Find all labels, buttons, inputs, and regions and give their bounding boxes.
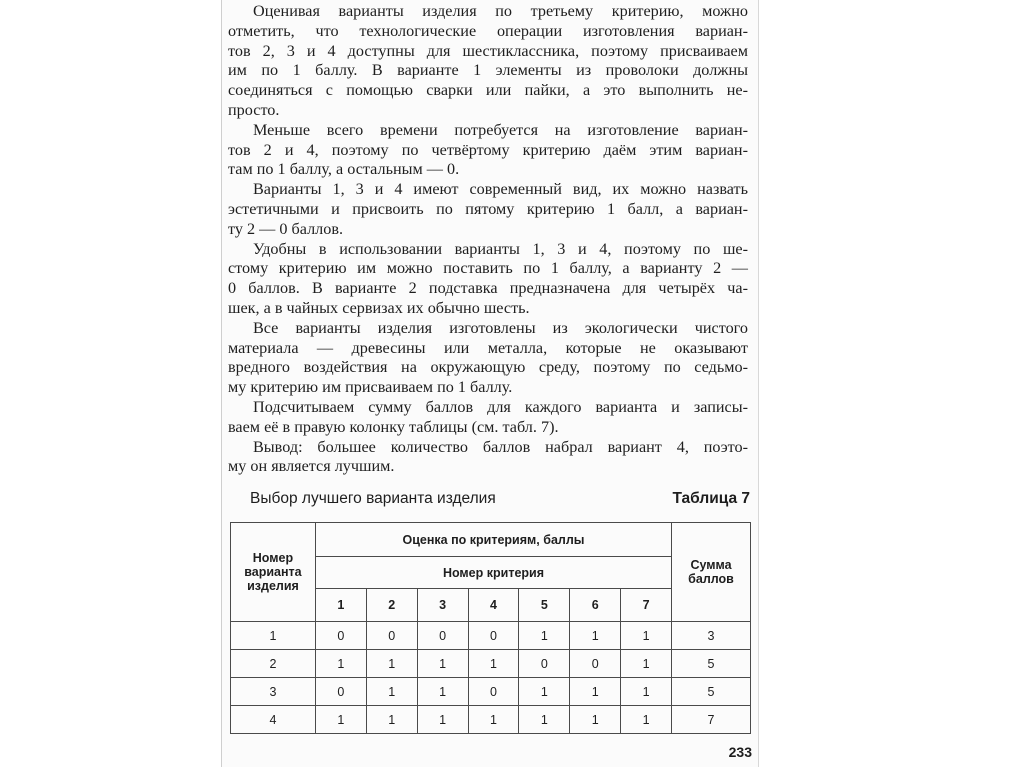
score-cell: 0 xyxy=(570,650,621,678)
scores-table xyxy=(230,522,751,734)
table-body xyxy=(231,622,751,734)
score-cell: 1 xyxy=(570,706,621,734)
sum-cell: 3 xyxy=(672,622,751,650)
score-cell: 1 xyxy=(468,706,519,734)
header-criteria: Номер критерия xyxy=(315,557,671,589)
sum-cell: 7 xyxy=(672,706,751,734)
header-sum: Сумма баллов xyxy=(672,523,751,622)
book-page xyxy=(222,0,758,767)
text-line: Варианты 1, 3 и 4 имеют современный вид, их можно назвать xyxy=(253,180,748,199)
text-line: тов 2, 3 и 4 доступны для шестиклассника, поэтому присваиваем xyxy=(228,41,748,60)
text-line: Вывод: большее количество баллов набрал вариант 4, поэто- xyxy=(253,437,748,456)
criterion-number: 5 xyxy=(519,589,570,622)
variant-cell: 2 xyxy=(231,650,316,678)
text-line: му он является лучшим. xyxy=(228,457,395,476)
criterion-number: 4 xyxy=(468,589,519,622)
score-cell: 1 xyxy=(315,650,366,678)
variant-cell: 4 xyxy=(231,706,316,734)
score-cell: 1 xyxy=(519,622,570,650)
sum-cell: 5 xyxy=(672,650,751,678)
text-line: шек, а в чайных сервизах их обычно шесть. xyxy=(228,298,530,317)
score-cell: 1 xyxy=(417,706,468,734)
score-cell: 0 xyxy=(468,678,519,706)
score-cell: 1 xyxy=(417,678,468,706)
header-scores: Оценка по критериям, баллы xyxy=(315,523,671,557)
page-number: 233 xyxy=(728,744,752,760)
table-row xyxy=(231,706,751,734)
text-line: эстетичными и присвоить по пятому критерию 1 балл, а вариан- xyxy=(228,199,748,218)
score-cell: 1 xyxy=(621,650,672,678)
text-line: им по 1 баллу. В варианте 1 элементы из проволоки должны xyxy=(228,61,748,80)
text-line: ту 2 — 0 баллов. xyxy=(228,219,344,238)
table-row xyxy=(231,622,751,650)
score-cell: 1 xyxy=(621,706,672,734)
text-line: соединяться с помощью сварки или пайки, а это выполнить не- xyxy=(228,81,748,100)
criterion-number: 6 xyxy=(570,589,621,622)
page-right-edge xyxy=(758,0,759,767)
text-line: стому критерию им можно поставить по 1 баллу, а варианту 2 — xyxy=(228,259,748,278)
score-cell: 1 xyxy=(621,678,672,706)
score-cell: 1 xyxy=(570,678,621,706)
text-line: Оценивая варианты изделия по третьему критерию, можно xyxy=(253,2,748,20)
criterion-number: 3 xyxy=(417,589,468,622)
table-row xyxy=(231,678,751,706)
sum-cell: 5 xyxy=(672,678,751,706)
variant-cell: 1 xyxy=(231,622,316,650)
score-cell: 0 xyxy=(519,650,570,678)
score-cell: 0 xyxy=(366,622,417,650)
score-cell: 1 xyxy=(366,706,417,734)
table-title: Выбор лучшего варианта изделия xyxy=(250,490,496,507)
text-line: ваем её в правую колонку таблицы (см. табл. 7). xyxy=(228,417,559,436)
text-line: отметить, что технологические операции изготовления вариан- xyxy=(228,21,748,40)
criterion-number: 7 xyxy=(621,589,672,622)
criterion-number: 1 xyxy=(315,589,366,622)
text-line: просто. xyxy=(228,100,280,119)
score-cell: 1 xyxy=(468,650,519,678)
text-line: 0 баллов. В варианте 2 подставка предназначена для четырёх ча- xyxy=(228,279,748,298)
text-line: Все варианты изделия изготовлены из экологически чистого xyxy=(253,318,748,337)
score-cell: 0 xyxy=(417,622,468,650)
text-line: вредного воздействия на окружающую среду, поэтому по седьмо- xyxy=(228,358,748,377)
score-cell: 1 xyxy=(366,650,417,678)
score-cell: 0 xyxy=(315,678,366,706)
body-text xyxy=(228,2,748,477)
text-line: Подсчитываем сумму баллов для каждого варианта и записы- xyxy=(253,397,748,416)
score-cell: 1 xyxy=(519,706,570,734)
score-cell: 0 xyxy=(315,622,366,650)
header-variant: Номер варианта изделия xyxy=(231,523,316,622)
table-row xyxy=(231,650,751,678)
text-line: там по 1 баллу, а остальным — 0. xyxy=(228,160,460,179)
text-line: Меньше всего времени потребуется на изготовление вариан- xyxy=(253,120,748,139)
score-cell: 0 xyxy=(468,622,519,650)
score-cell: 1 xyxy=(621,622,672,650)
text-line: тов 2 и 4, поэтому по четвёртому критерию даём этим вариан- xyxy=(228,140,748,159)
score-cell: 1 xyxy=(315,706,366,734)
score-cell: 1 xyxy=(570,622,621,650)
score-cell: 1 xyxy=(417,650,468,678)
criterion-number: 2 xyxy=(366,589,417,622)
score-cell: 1 xyxy=(366,678,417,706)
score-cell: 1 xyxy=(519,678,570,706)
text-line: му критерию им присваиваем по 1 баллу. xyxy=(228,378,513,397)
text-line: Удобны в использовании варианты 1, 3 и 4, поэтому по ше- xyxy=(253,239,748,258)
text-line: материала — древесины или металла, которые не оказывают xyxy=(228,338,748,357)
table-label: Таблица 7 xyxy=(672,490,750,507)
variant-cell: 3 xyxy=(231,678,316,706)
